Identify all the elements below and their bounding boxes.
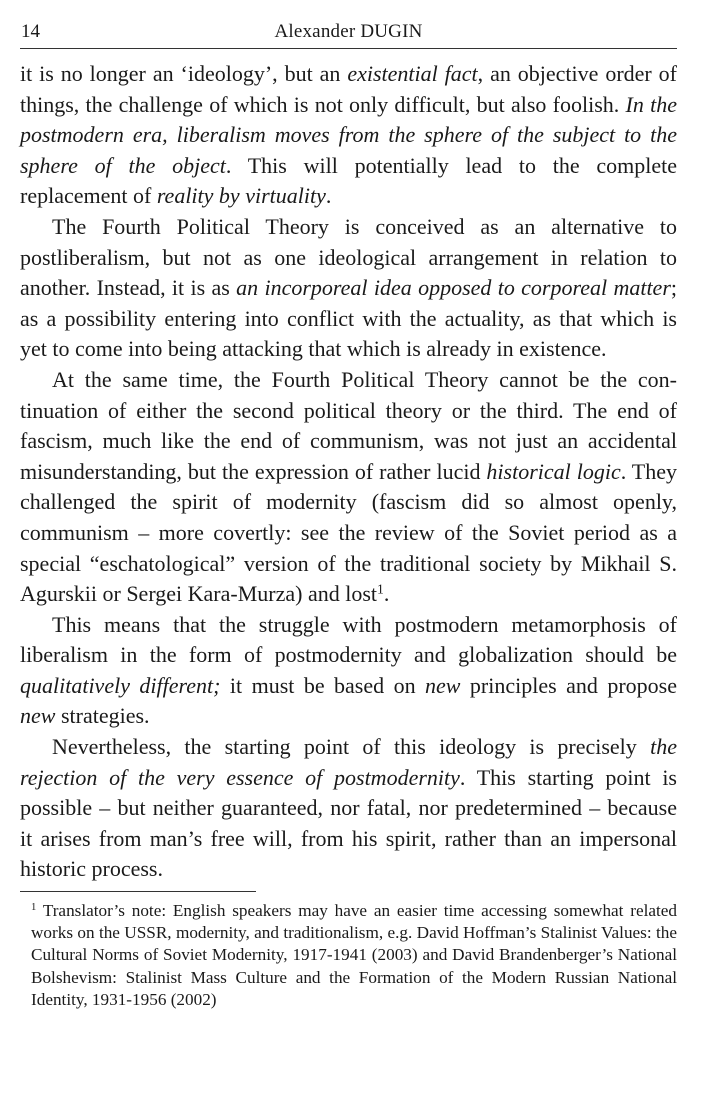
body-text (20, 59, 677, 885)
text-run: it is no longer an ‘ideology’, but an (20, 61, 348, 86)
text-run: This means that the struggle with postmodern metamorphosis of liberalism in the form of postmodernity and globalization should be (20, 611, 677, 668)
footnote-reference[interactable]: 1 (377, 581, 384, 597)
footnote-text: Translator’s note: English speakers may have an easier time accessing somewhat related works on the USSR, modernity, and traditionalism, e.g. David Hoffman’s Stalinist Values: the Cultural Norms of Soviet Modernity, 1917-1941 (2003) and David Brandenberger’s National Bolshevism: Stalinist Mass Culture and the Formation of the Modern Russian National Identity, 1931-1956 (2002) (31, 901, 677, 1009)
footnote-divider (20, 891, 256, 892)
italic-run: new (425, 672, 461, 698)
text-run: strategies. (55, 703, 150, 729)
paragraph-1 (20, 59, 677, 212)
running-title: Alexander DUGIN (274, 21, 423, 42)
footnote (20, 900, 677, 1011)
text-run: it must be based on (220, 672, 426, 698)
text-run: . This will potentially lead to the complete replacement of (20, 152, 677, 209)
italic-run: qualitatively different; (20, 672, 221, 698)
book-page (20, 18, 677, 1011)
italic-run: existential fact (347, 61, 478, 86)
text-run: The Fourth Political Theory is conceived as an alternative to postliberalism, but not as one ideological arrangement in relation to another. Instead, it is as (20, 213, 677, 301)
italic-run: an incorporeal idea opposed to corporeal matter (236, 275, 671, 301)
text-run: . (325, 183, 332, 209)
running-header (20, 18, 677, 49)
footnote-marker: 1 (31, 902, 37, 914)
paragraph-5 (20, 732, 677, 885)
paragraph-2 (20, 212, 677, 365)
text-run: . This starting point is possible – but neither guaranteed, nor fatal, nor predetermined – because it arises from man’s free will, from his spirit, rather than an impersonal historic process. (20, 764, 677, 882)
italic-run: reality by virtuality (156, 183, 326, 209)
text-run: . They challenged the spirit of modernity (fascism did so almost openly, communism – more covertly: see the review of the Soviet period as a special “eschatological” version of the traditional society by Mikhail S. Agurskii or Sergei Kara-Murza) and lost (20, 458, 677, 607)
italic-run: new (20, 703, 56, 729)
text-run: . (383, 581, 390, 607)
italic-run: the rejection of the very essence of postmodernity (20, 734, 677, 790)
text-run: , an objective order of things, the challenge of which is not only difficult, but also foolish. (20, 61, 678, 117)
text-run: At the same time, the Fourth Political Theory cannot be the continuation of either the second political theory or the third. The end of fascism, much like the end of communism, was not just an accidental misunderstanding, but the expression of rather lucid (20, 366, 677, 484)
italic-run: In the postmodern era, liberalism moves from the sphere of the subject to the sphere of the object (20, 91, 677, 178)
paragraph-3 (20, 365, 677, 610)
paragraph-4 (20, 610, 677, 732)
italic-run: historical logic (486, 458, 621, 484)
text-run: Nevertheless, the starting point of this ideology is precisely (52, 734, 651, 760)
text-run: ; as a possibility entering into conflict with the actuality, as that which is yet to come into being attacking that which is already in existence. (20, 275, 678, 362)
text-run: principles and propose (460, 672, 677, 698)
page-number: 14 (21, 21, 40, 42)
